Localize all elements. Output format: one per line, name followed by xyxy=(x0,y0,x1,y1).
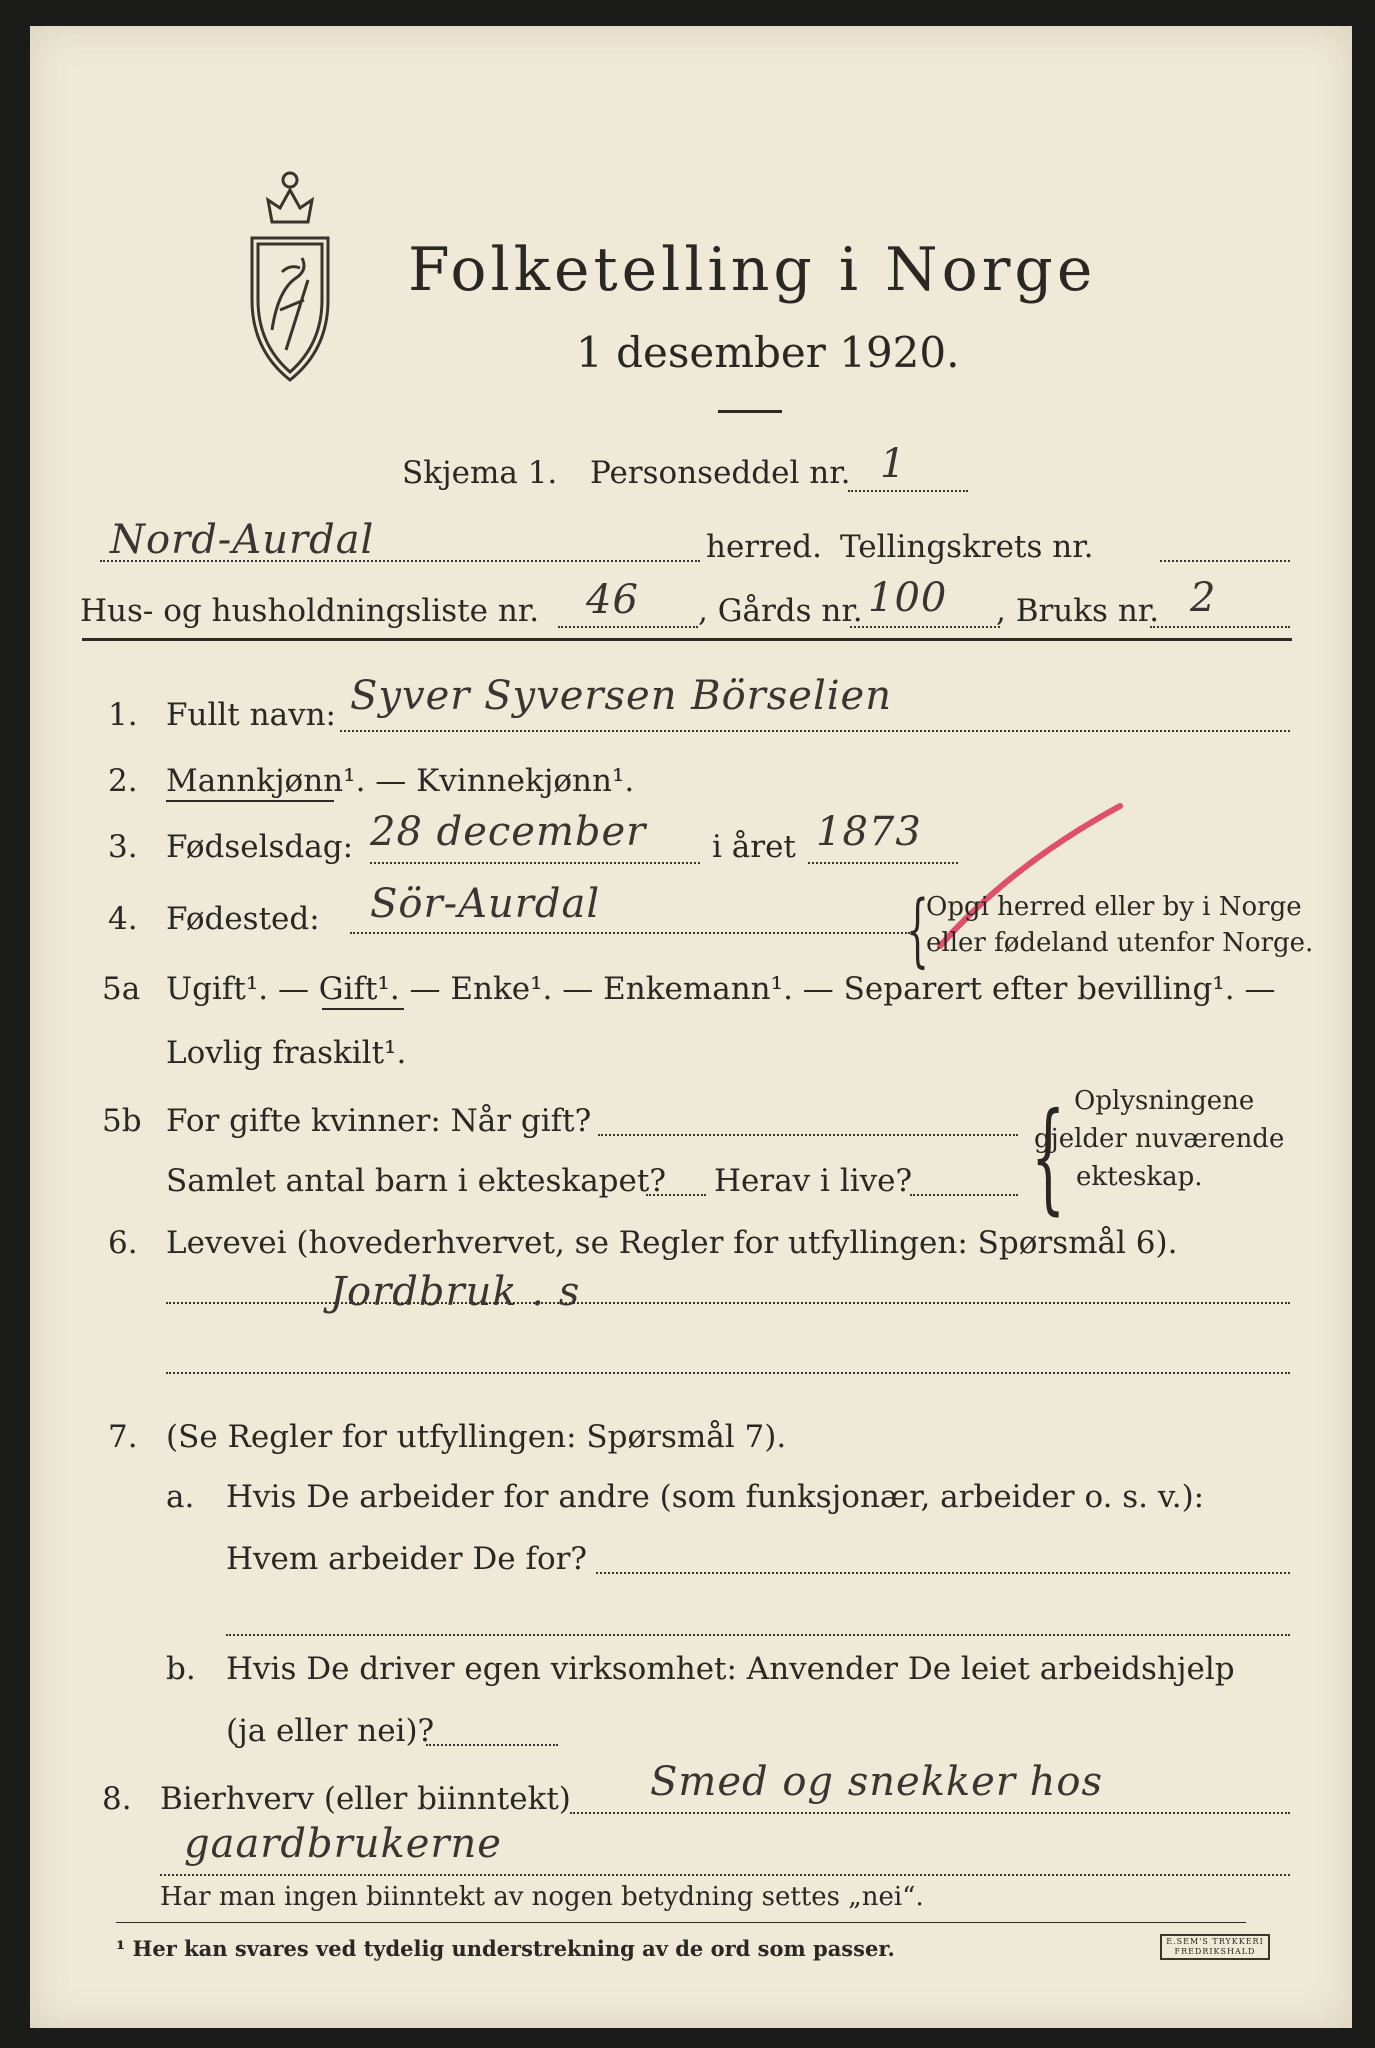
hus-label: Hus- og husholdningsliste nr. xyxy=(80,593,540,629)
q6-label: Levevei (hovederhvervet, se Regler for utfyllingen: Spørsmål 6). xyxy=(166,1225,1178,1261)
q5b-note-brace: { xyxy=(1030,1088,1066,1227)
q2-label: Mannkjønn¹. — Kvinnekjønn¹. xyxy=(166,763,635,799)
q5b-line-2 xyxy=(646,1194,706,1196)
page-title: Folketelling i Norge xyxy=(408,235,1097,305)
q3-label: Fødselsdag: xyxy=(166,829,354,865)
herred-line xyxy=(100,560,700,562)
gards-value[interactable]: 100 xyxy=(868,575,948,621)
q6-line-1 xyxy=(166,1302,1290,1304)
q5b-line-3 xyxy=(910,1194,1018,1196)
q1-line xyxy=(340,730,1290,732)
q8-note: Har man ingen biinntekt av nogen betydning settes „nei“. xyxy=(160,1882,924,1912)
bruks-value[interactable]: 2 xyxy=(1190,575,1217,621)
title-divider xyxy=(718,410,782,413)
q1-value[interactable]: Syver Syversen Börselien xyxy=(350,673,892,719)
header-rule xyxy=(82,638,1292,641)
q6-line-2 xyxy=(166,1372,1290,1374)
mannkjonn-underline xyxy=(166,800,334,802)
q5a-label-2: Lovlig fraskilt¹. xyxy=(166,1035,407,1071)
q5b-note-2: gjelder nuværende xyxy=(1034,1124,1285,1154)
q3-year-label: i året xyxy=(712,829,796,865)
q5b-note-3: ekteskap. xyxy=(1076,1162,1203,1192)
q8-value[interactable]: Smed og snekker hos xyxy=(650,1759,1104,1805)
census-form-page xyxy=(30,26,1352,2028)
q7b-label-2: (ja eller nei)? xyxy=(226,1713,435,1749)
q6-number: 6. xyxy=(108,1225,138,1261)
q4-value[interactable]: Sör-Aurdal xyxy=(370,881,601,927)
q1-label: Fullt navn: xyxy=(166,697,336,733)
bruks-label: , Bruks nr. xyxy=(996,593,1160,629)
q8-line-2 xyxy=(160,1874,1290,1876)
hus-line xyxy=(558,626,698,628)
q7b-line xyxy=(426,1744,558,1746)
q5b-line-1 xyxy=(598,1134,1018,1136)
q7-number: 7. xyxy=(108,1419,138,1455)
personseddel-label: Personseddel nr. xyxy=(590,455,851,491)
gards-line xyxy=(850,626,1000,628)
q8-line-1 xyxy=(570,1812,1290,1814)
bruks-line xyxy=(1150,626,1290,628)
q8-number: 8. xyxy=(102,1781,132,1817)
q7a-number: a. xyxy=(166,1479,195,1515)
skjema-label: Skjema 1. xyxy=(402,455,558,491)
q8-value-2[interactable]: gaardbrukerne xyxy=(184,1821,502,1867)
footnote-rule xyxy=(116,1922,1246,1923)
q4-note-brace: { xyxy=(905,883,929,976)
hus-value[interactable]: 46 xyxy=(586,577,639,623)
q5a-number: 5a xyxy=(102,971,141,1007)
q4-note-line-2: eller fødeland utenfor Norge. xyxy=(926,928,1314,958)
q3-year-value[interactable]: 1873 xyxy=(816,809,922,855)
q4-note-line-1: Opgi herred eller by i Norge xyxy=(926,892,1302,922)
norwegian-lion-crest-icon xyxy=(242,160,338,390)
q7a-label-2: Hvem arbeider De for? xyxy=(226,1541,588,1577)
q6-value[interactable]: Jordbruk . s xyxy=(330,1269,581,1315)
footnote: ¹ Her kan svares ved tydelig understrekning av de ord som passer. xyxy=(116,1936,895,1961)
q1-number: 1. xyxy=(108,697,138,733)
q5b-note-1: Oplysningene xyxy=(1074,1086,1255,1116)
q7b-number: b. xyxy=(166,1651,196,1687)
q7b-label: Hvis De driver egen virksomhet: Anvender De leiet arbeidshjelp xyxy=(226,1651,1235,1687)
personseddel-line xyxy=(848,490,968,492)
q5b-label-2: Samlet antal barn i ekteskapet? xyxy=(166,1163,666,1199)
q7a-line-1 xyxy=(596,1572,1290,1574)
gift-underline xyxy=(322,1008,404,1010)
q7a-label: Hvis De arbeider for andre (som funksjonær, arbeider o. s. v.): xyxy=(226,1479,1205,1515)
herred-value[interactable]: Nord-Aurdal xyxy=(110,517,375,563)
gards-label: , Gårds nr. xyxy=(698,593,863,629)
q7-label: (Se Regler for utfyllingen: Spørsmål 7). xyxy=(166,1419,787,1455)
q5b-number: 5b xyxy=(102,1103,142,1139)
q2-number: 2. xyxy=(108,763,138,799)
q5b-label-3: Herav i live? xyxy=(714,1163,913,1199)
herred-label: herred. xyxy=(706,529,822,565)
q4-label: Fødested: xyxy=(166,901,320,937)
q3-number: 3. xyxy=(108,829,138,865)
personseddel-value[interactable]: 1 xyxy=(880,441,907,487)
q3-value[interactable]: 28 december xyxy=(370,809,647,855)
q8-label: Bierhverv (eller biinntekt) xyxy=(160,1781,571,1817)
q7a-line-2 xyxy=(226,1634,1290,1636)
q5b-label: For gifte kvinner: Når gift? xyxy=(166,1103,592,1139)
q3-line xyxy=(370,862,700,864)
census-date: 1 desember 1920. xyxy=(576,328,960,377)
tellingskrets-line xyxy=(1160,560,1290,562)
q4-line xyxy=(350,932,910,934)
q4-number: 4. xyxy=(108,901,138,937)
printer-stamp: E.SEM'S TRYKKERI FREDRIKSHALD xyxy=(1160,1934,1270,1960)
q5a-label: Ugift¹. — Gift¹. — Enke¹. — Enkemann¹. — Separert efter bevilling¹. — xyxy=(166,971,1276,1007)
tellingskrets-label: Tellingskrets nr. xyxy=(840,529,1094,565)
